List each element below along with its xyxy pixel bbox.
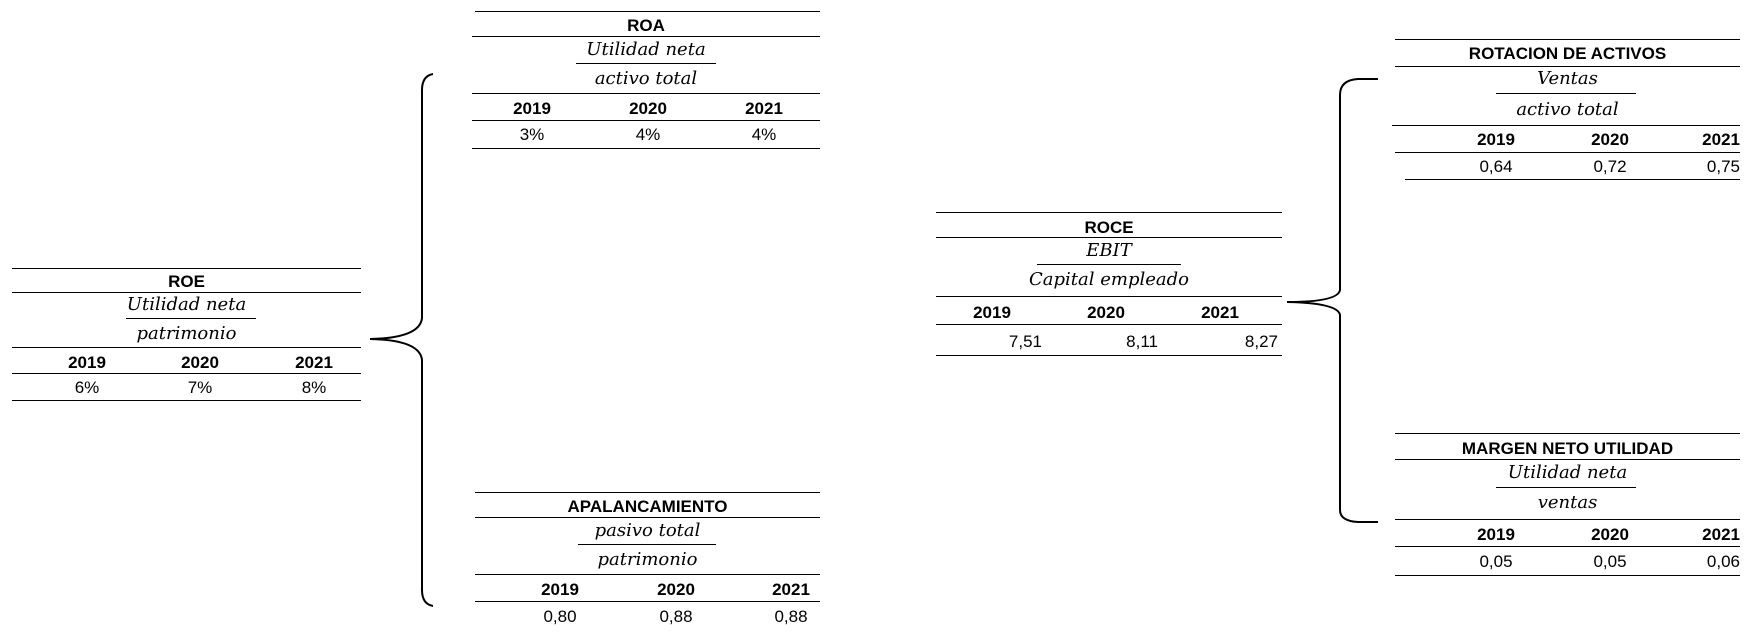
rotacion-years-rule <box>1395 152 1740 153</box>
rotacion-title: ROTACION DE ACTIVOS <box>1468 44 1667 63</box>
roa-block <box>472 10 820 152</box>
roe-denominator: patrimonio <box>136 323 237 344</box>
apalancamiento-value-2020: 0,88 <box>659 607 693 626</box>
margen-title-rule <box>1395 459 1740 460</box>
roe-header-rule <box>12 347 361 348</box>
roa-header-rule <box>472 93 820 94</box>
roa-year-2019: 2019 <box>513 99 551 118</box>
margen-year-2020: 2020 <box>1591 525 1629 544</box>
roa-denominator: activo total <box>594 68 698 89</box>
roe-value-2019: 6% <box>74 378 100 397</box>
roce-numerator: EBIT <box>1086 240 1132 261</box>
margen-numerator: Utilidad neta <box>1507 462 1628 483</box>
apalancamiento-year-2019: 2019 <box>541 580 579 599</box>
rotacion-title-rule <box>1395 66 1740 67</box>
roe-title-rule <box>12 292 361 293</box>
roe-value-2020: 7% <box>187 378 213 397</box>
margen-fraction-bar <box>1496 487 1636 488</box>
roce-title-rule <box>936 237 1282 238</box>
apalancamiento-value-2019: 0,80 <box>543 607 577 626</box>
margen-years-rule <box>1395 546 1740 547</box>
margen-top-rule <box>1395 433 1740 434</box>
roa-value-2019: 3% <box>519 125 545 144</box>
roce-year-2021: 2021 <box>1201 303 1239 322</box>
roe-year-2020: 2020 <box>181 353 219 372</box>
roce-value-2019: 7,51 <box>1008 332 1042 351</box>
apalancamiento-block <box>475 491 820 632</box>
margen-bottom-rule <box>1395 575 1740 576</box>
roce-header-rule <box>936 296 1282 297</box>
roe-year-2019: 2019 <box>68 353 106 372</box>
roe-fraction-bar <box>126 318 256 319</box>
rotacion-bottom-rule <box>1405 179 1740 180</box>
roce-title: ROCE <box>1084 218 1134 237</box>
roa-title-rule <box>472 36 820 37</box>
roe-block <box>12 267 361 407</box>
margen-value-2020: 0,05 <box>1593 552 1627 571</box>
apalancamiento-title-rule <box>475 517 820 518</box>
roce-value-2021: 8,27 <box>1244 332 1278 351</box>
roa-numerator: Utilidad neta <box>586 39 706 60</box>
rotacion-denominator: activo total <box>1516 99 1619 120</box>
rotacion-year-2019: 2019 <box>1477 130 1515 149</box>
apalancamiento-year-2020: 2020 <box>657 580 695 599</box>
apalancamiento-title: APALANCAMIENTO <box>567 497 728 516</box>
margen-neto-block <box>1395 432 1740 582</box>
apalancamiento-years-rule <box>475 601 820 602</box>
roce-brace <box>1287 79 1378 522</box>
rotacion-header-rule <box>1392 125 1740 126</box>
roe-numerator: Utilidad neta <box>126 294 247 315</box>
apalancamiento-denominator: patrimonio <box>597 549 698 570</box>
margen-header-rule <box>1395 519 1740 520</box>
roa-year-2021: 2021 <box>745 99 783 118</box>
rotacion-year-2021: 2021 <box>1702 130 1740 149</box>
roe-top-rule <box>12 268 361 269</box>
roce-years-rule <box>936 324 1282 325</box>
margen-value-2019: 0,05 <box>1479 552 1513 571</box>
roe-bottom-rule <box>12 400 361 401</box>
apalancamiento-numerator: pasivo total <box>594 520 701 541</box>
roce-top-rule <box>936 212 1282 213</box>
roa-value-2020: 4% <box>635 125 661 144</box>
roce-year-2019: 2019 <box>973 303 1011 322</box>
roa-year-2020: 2020 <box>629 99 667 118</box>
apalancamiento-header-rule <box>475 574 820 575</box>
roa-title: ROA <box>627 16 665 35</box>
roe-years-rule <box>12 373 361 374</box>
roe-year-2021: 2021 <box>295 353 333 372</box>
rotacion-year-2020: 2020 <box>1591 130 1629 149</box>
roce-year-2020: 2020 <box>1087 303 1125 322</box>
rotacion-value-2021: 0,75 <box>1706 157 1740 176</box>
roa-fraction-bar <box>576 63 716 64</box>
roce-fraction-bar <box>1037 264 1181 265</box>
rotacion-numerator: Ventas <box>1537 68 1598 89</box>
roe-title: ROE <box>168 272 205 291</box>
margen-year-2021: 2021 <box>1702 525 1740 544</box>
roe-brace <box>370 74 433 606</box>
rotacion-value-2020: 0,72 <box>1593 157 1627 176</box>
rotacion-top-rule <box>1395 39 1740 40</box>
margen-title: MARGEN NETO UTILIDAD <box>1461 439 1674 458</box>
margen-denominator: ventas <box>1537 492 1598 513</box>
roa-top-rule <box>475 11 820 12</box>
margen-year-2019: 2019 <box>1477 525 1515 544</box>
apalancamiento-year-2021: 2021 <box>772 580 810 599</box>
roce-bottom-rule <box>936 355 1282 356</box>
apalancamiento-top-rule <box>475 492 820 493</box>
rotacion-activos-block <box>1395 39 1740 187</box>
apalancamiento-fraction-bar <box>578 544 716 545</box>
roa-value-2021: 4% <box>751 125 777 144</box>
rotacion-value-2019: 0,64 <box>1479 157 1513 176</box>
roce-value-2020: 8,11 <box>1126 332 1158 351</box>
roce-block <box>936 211 1282 361</box>
roa-bottom-rule <box>472 148 820 149</box>
rotacion-fraction-bar <box>1496 93 1636 94</box>
roe-value-2021: 8% <box>301 378 327 397</box>
roce-denominator: Capital empleado <box>1029 269 1189 290</box>
margen-value-2021: 0,06 <box>1706 552 1740 571</box>
roa-years-rule <box>472 120 820 121</box>
apalancamiento-value-2021: 0,88 <box>774 607 808 626</box>
